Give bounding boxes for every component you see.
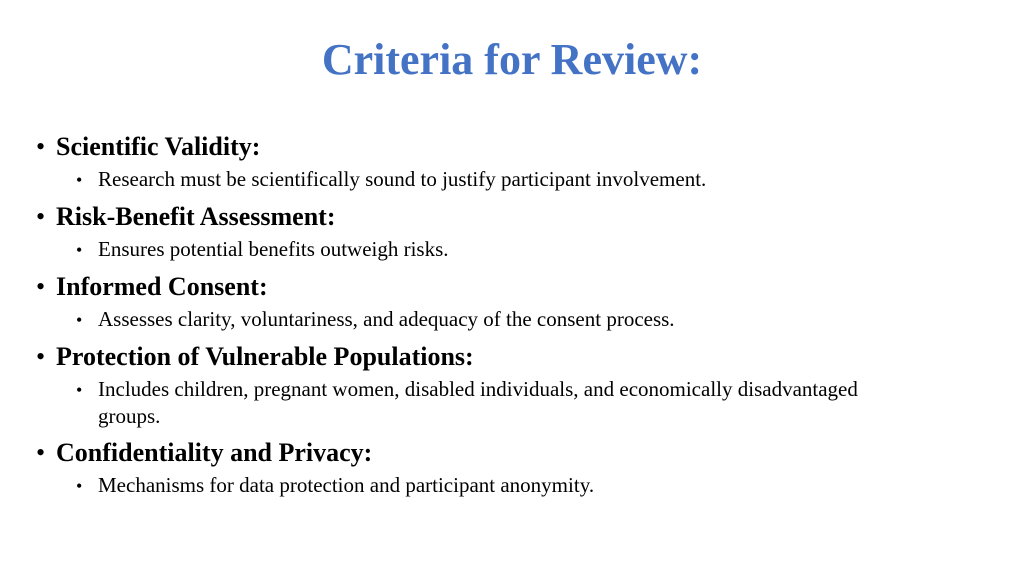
bullet-icon: •	[36, 342, 46, 371]
bullet-icon: •	[76, 310, 83, 330]
bullet-icon: •	[76, 170, 83, 190]
criterion-detail: Mechanisms for data protection and participant anonymity.	[98, 473, 595, 497]
bullet-icon: •	[76, 476, 83, 496]
criterion-heading: Risk-Benefit Assessment:	[56, 202, 336, 231]
sub-list-item	[76, 166, 896, 194]
criterion-detail: Research must be scientifically sound to justify participant involvement.	[98, 167, 707, 191]
slide-title: Criteria for Review:	[321, 35, 703, 84]
criterion-detail: Ensures potential benefits outweigh risks.	[98, 237, 449, 261]
sub-list-item	[76, 376, 896, 430]
criterion-heading: Protection of Vulnerable Populations:	[56, 342, 474, 371]
bullet-icon: •	[76, 380, 83, 400]
sub-list-item	[76, 236, 896, 264]
bullet-icon: •	[36, 132, 46, 161]
bullet-list	[36, 130, 996, 506]
sub-list-item	[76, 306, 896, 334]
list-item	[36, 436, 996, 500]
criterion-heading: Confidentiality and Privacy:	[56, 438, 373, 467]
criterion-detail: Includes children, pregnant women, disabled individuals, and economically disadvantaged groups.	[98, 377, 858, 428]
list-item	[36, 200, 996, 264]
criterion-detail: Assesses clarity, voluntariness, and adequacy of the consent process.	[98, 307, 675, 331]
bullet-icon: •	[36, 272, 46, 301]
list-item	[36, 130, 996, 194]
list-item	[36, 270, 996, 334]
criterion-heading: Scientific Validity:	[56, 132, 261, 161]
bullet-icon: •	[76, 240, 83, 260]
criterion-heading: Informed Consent:	[56, 272, 268, 301]
bullet-icon: •	[36, 202, 46, 231]
list-item	[36, 340, 996, 430]
bullet-icon: •	[36, 438, 46, 467]
sub-list-item	[76, 472, 896, 500]
